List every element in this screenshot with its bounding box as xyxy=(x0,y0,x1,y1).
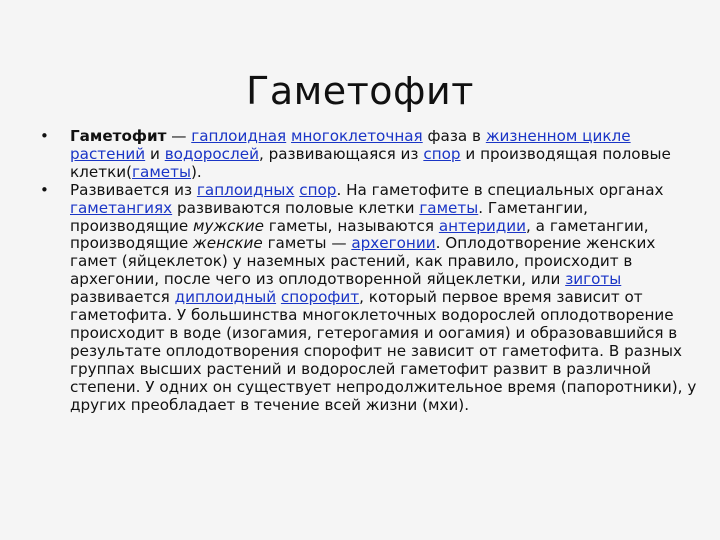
text-segment: развивается xyxy=(70,288,175,307)
link-multicellular[interactable]: многоклеточная xyxy=(291,127,423,145)
link-zygote[interactable]: зиготы xyxy=(565,270,622,289)
link-gametes[interactable]: гаметы xyxy=(419,198,479,217)
text-segment: и xyxy=(145,144,165,163)
link-sporophyte[interactable]: спорофит xyxy=(280,288,360,307)
text-segment: гаметы — xyxy=(262,234,352,253)
emphasis-female: женские xyxy=(193,234,263,253)
link-gametes[interactable]: гаметы xyxy=(132,162,191,181)
text-segment: — xyxy=(166,127,192,145)
link-haploid-spores[interactable]: гаплоидных xyxy=(196,180,295,199)
text-segment: ). xyxy=(190,162,202,181)
text-segment: , а гаметангии, производящие xyxy=(70,216,649,253)
link-antheridia[interactable]: антеридии xyxy=(438,216,527,235)
slide-title: Гаметофит xyxy=(246,69,474,114)
link-algae[interactable]: водорослей xyxy=(164,144,259,163)
text-segment: развиваются половые клетки xyxy=(172,198,420,217)
link-archegonia[interactable]: архегонии xyxy=(351,234,436,253)
text-segment: . Оплодотворение женских гамет (яйцеклеток) у наземных растений, как правило, происходит в архегонии, после чего из оплодотворенной яйцеклетки, или xyxy=(70,234,656,289)
text-segment: гаметы, называются xyxy=(263,216,439,235)
text-segment: , который первое время зависит от гаметофита. У большинства многоклеточных водорослей оплодотворение происходит в воде (изогамия, гетерогамия и оогамия) и образовавшийся в результате оплодотворения спорофит не зависит от гаметофита. В разных группах высших растений и водорослей гаметофит развит в различной степени. У одних он существует непродолжительное время (папоротники), у других преобладает в течение всей жизни (мхи). xyxy=(70,288,697,414)
bullet-dot-icon: • xyxy=(40,127,49,145)
link-diploid[interactable]: диплоидный xyxy=(174,288,277,307)
text-segment: . На гаметофите в специальных органах xyxy=(336,180,664,199)
bullet-list xyxy=(40,128,700,415)
text-segment: Развивается из xyxy=(70,180,197,199)
bullet-item-definition xyxy=(40,128,700,182)
text-segment: , развивающаяся из xyxy=(258,144,424,163)
link-spores[interactable]: спор xyxy=(299,180,337,199)
link-plants[interactable]: растений xyxy=(70,144,146,163)
link-spores[interactable]: спор xyxy=(423,144,461,163)
link-life-cycle[interactable]: жизненном цикле xyxy=(485,127,631,145)
text-segment: фаза в xyxy=(422,127,486,145)
link-haploid[interactable]: гаплоидная xyxy=(191,127,287,145)
bullet-dot-icon: • xyxy=(40,180,49,199)
emphasis-male: мужские xyxy=(193,216,264,235)
text-segment: и производящая половые клетки( xyxy=(70,144,671,181)
bullet-item-development xyxy=(40,182,700,415)
text-segment: . Гаметангии, производящие xyxy=(70,198,588,235)
link-gametangia[interactable]: гаметангиях xyxy=(70,198,173,217)
term-gametophyte: Гаметофит xyxy=(70,127,167,145)
